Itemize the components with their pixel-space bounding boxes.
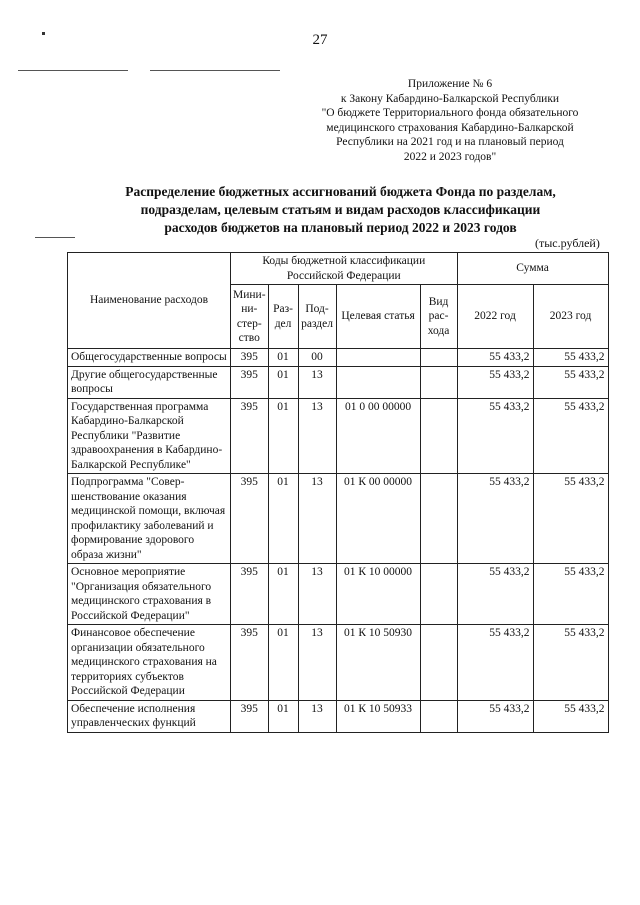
cell-expense-type [420, 625, 457, 701]
header-ministry: Мининистерство [231, 285, 269, 349]
cell-section: 01 [268, 564, 298, 625]
cell-target [336, 366, 420, 398]
page-number: 27 [312, 32, 328, 48]
cell-subsection: 13 [298, 474, 336, 564]
units-label: (тыс.рублей) [535, 236, 600, 250]
cell-subsection: 13 [298, 366, 336, 398]
cell-subsection: 13 [298, 625, 336, 701]
title-line: Распределение бюджетных ассигнований бюджета Фонда по разделам, [125, 184, 556, 199]
cell-target [336, 349, 420, 367]
scan-mark [42, 32, 45, 35]
cell-ministry: 395 [231, 398, 269, 474]
cell-2022: 55 433,2 [457, 366, 533, 398]
cell-target: 01 0 00 00000 [336, 398, 420, 474]
cell-ministry: 395 [231, 366, 269, 398]
cell-2023: 55 433,2 [533, 474, 608, 564]
header-target: Целевая статья [336, 285, 420, 349]
table-row [68, 700, 609, 732]
header-section: Раздел [268, 285, 298, 349]
cell-name: Основное мероприятие "Организация обязательного медицинского страхования в Российской Федерации" [68, 564, 231, 625]
table-row [68, 366, 609, 398]
cell-subsection: 00 [298, 349, 336, 367]
header-name: Наименование расходов [68, 253, 231, 349]
table-row [68, 349, 609, 367]
appendix-line: "О бюджете Территориального фонда обязательного [321, 107, 579, 119]
cell-expense-type [420, 349, 457, 367]
cell-section: 01 [268, 366, 298, 398]
title-line: расходов бюджетов на плановый период 2022 и 2023 годов [164, 220, 517, 235]
header-expense-type: Вид расхода [420, 285, 457, 349]
cell-section: 01 [268, 625, 298, 701]
header-2022: 2022 год [457, 285, 533, 349]
cell-2022: 55 433,2 [457, 349, 533, 367]
header-subsection: Подраздел [298, 285, 336, 349]
cell-subsection: 13 [298, 398, 336, 474]
cell-2023: 55 433,2 [533, 700, 608, 732]
cell-target: 01 К 00 00000 [336, 474, 420, 564]
cell-2023: 55 433,2 [533, 349, 608, 367]
cell-target: 01 К 10 50933 [336, 700, 420, 732]
appendix-line: к Закону Кабардино-Балкарской Республики [340, 92, 560, 105]
appendix-line: медицинского страхования Кабардино-Балкарской [326, 121, 574, 134]
cell-expense-type [420, 564, 457, 625]
cell-ministry: 395 [231, 349, 269, 367]
cell-target: 01 К 10 00000 [336, 564, 420, 625]
cell-section: 01 [268, 349, 298, 367]
cell-name: Финансовое обеспечение организации обязательного медицинского страхования на территориях субъектов Российской Федерации [68, 625, 231, 701]
cell-ministry: 395 [231, 700, 269, 732]
cell-2023: 55 433,2 [533, 366, 608, 398]
table-row [68, 625, 609, 701]
table-row [68, 398, 609, 474]
cell-name: Подпрограмма "Совершенствование оказания медицинской помощи, включая профилактику заболеваний и формирование здорового образа жизни" [68, 474, 231, 564]
cell-2023: 55 433,2 [533, 564, 608, 625]
cell-2023: 55 433,2 [533, 398, 608, 474]
cell-section: 01 [268, 398, 298, 474]
scan-dash [35, 237, 75, 238]
cell-subsection: 13 [298, 564, 336, 625]
title-line: подразделам, целевым статьям и видам расходов классификации [140, 202, 541, 217]
cell-2022: 55 433,2 [457, 398, 533, 474]
cell-2022: 55 433,2 [457, 474, 533, 564]
table-row [68, 564, 609, 625]
budget-table [67, 252, 609, 733]
cell-2022: 55 433,2 [457, 564, 533, 625]
cell-section: 01 [268, 700, 298, 732]
appendix-line: Приложение № 6 [407, 78, 493, 90]
cell-name: Государственная программа Кабардино-Балкарской Республики "Развитие здравоохранения в Кабардино-Балкарской Республике" [68, 398, 231, 474]
document-title [88, 183, 593, 237]
header-codes: Коды бюджетной классификации Российской Федерации [231, 253, 458, 285]
cell-expense-type [420, 398, 457, 474]
appendix-header [300, 77, 600, 164]
appendix-line: Республики на 2021 год и на плановый период [336, 136, 564, 148]
cell-target: 01 К 10 50930 [336, 625, 420, 701]
scan-dash [150, 70, 280, 71]
cell-2022: 55 433,2 [457, 625, 533, 701]
cell-ministry: 395 [231, 625, 269, 701]
cell-name: Общегосударственные вопросы [68, 349, 231, 367]
cell-subsection: 13 [298, 700, 336, 732]
cell-ministry: 395 [231, 564, 269, 625]
cell-expense-type [420, 366, 457, 398]
cell-expense-type [420, 474, 457, 564]
cell-ministry: 395 [231, 474, 269, 564]
cell-expense-type [420, 700, 457, 732]
cell-2023: 55 433,2 [533, 625, 608, 701]
header-2023: 2023 год [533, 285, 608, 349]
scan-dash [18, 70, 128, 71]
table-row [68, 474, 609, 564]
cell-section: 01 [268, 474, 298, 564]
cell-name: Другие общегосударственные вопросы [68, 366, 231, 398]
cell-name: Обеспечение исполнения управленческих функций [68, 700, 231, 732]
appendix-line: 2022 и 2023 годов" [403, 150, 497, 163]
header-sum: Сумма [457, 253, 608, 285]
cell-2022: 55 433,2 [457, 700, 533, 732]
